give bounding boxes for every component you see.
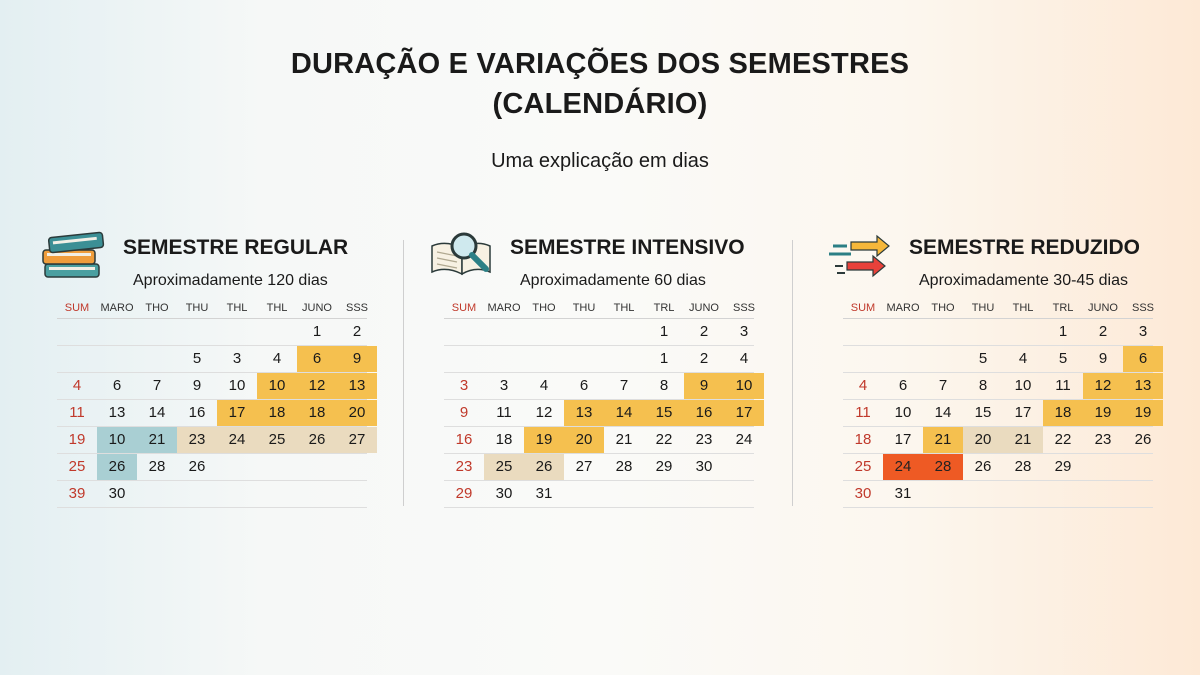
calendar-day-cell: 39 (68, 485, 86, 502)
calendar-day-cell: 8 (978, 377, 988, 394)
calendar-day-cell: 27 (575, 458, 593, 475)
calendar-day-cell: 12 (535, 404, 553, 421)
calendar-week-row (57, 481, 367, 508)
weekday-label: SUM (850, 302, 876, 314)
weekday-label: THO (931, 302, 955, 314)
calendar-day-cell: 7 (152, 377, 162, 394)
calendar-week-row (843, 481, 1153, 508)
calendar-day-cell (444, 319, 484, 345)
calendar-day-cell: 16 (455, 431, 473, 448)
calendar-day-cell: 5 (1058, 350, 1068, 367)
calendar-day-cell: 11 (855, 404, 871, 421)
calendar-day-cell: 7 (938, 377, 948, 394)
calendar-day-cell: 1 (1058, 323, 1068, 340)
calendar-day-cell (724, 481, 764, 507)
calendar-day-cell: 20 (963, 427, 1003, 453)
calendar-day-cell (684, 481, 724, 507)
weekday-label: JUNO (302, 302, 332, 314)
calendar-day-cell: 24 (217, 427, 257, 453)
calendar-day-cell (1083, 481, 1123, 507)
calendar-day-cell: 6 (579, 377, 589, 394)
calendar-day-cell (217, 454, 257, 480)
calendar-day-cell: 2 (699, 350, 709, 367)
calendar-day-cell: 3 (499, 377, 509, 394)
calendar-day-cell: 13 (337, 373, 377, 399)
calendar-day-cell: 23 (1094, 431, 1112, 448)
calendar-day-cell (564, 319, 604, 345)
calendar-day-cell (257, 481, 297, 507)
calendar-day-cell (1043, 481, 1083, 507)
weekday-label: THL (1012, 302, 1034, 314)
calendar-day-cell (1123, 454, 1163, 480)
panel-regular (57, 228, 369, 528)
panel-divider (792, 240, 793, 506)
calendar-day-cell: 4 (272, 350, 282, 367)
calendar-day-cell: 13 (564, 400, 604, 426)
calendar-day-cell (524, 346, 564, 372)
calendar-header-row (843, 298, 1153, 319)
calendar-day-cell (137, 481, 177, 507)
calendar-day-cell (97, 346, 137, 372)
calendar-day-cell: 16 (684, 400, 724, 426)
calendar-day-cell: 3 (739, 323, 749, 340)
calendar-day-cell: 6 (297, 346, 337, 372)
calendar-day-cell: 24 (883, 454, 923, 480)
calendar-day-cell (564, 346, 604, 372)
calendar-day-cell: 25 (484, 454, 524, 480)
calendar-day-cell: 8 (659, 377, 669, 394)
calendar-day-cell: 26 (1134, 431, 1152, 448)
calendar-day-cell: 31 (535, 485, 553, 502)
calendar-day-cell: 3 (459, 377, 469, 394)
calendar-day-cell: 9 (192, 377, 202, 394)
calendar-day-cell: 18 (854, 431, 872, 448)
calendar-day-cell: 26 (297, 427, 337, 453)
calendar-day-cell: 25 (257, 427, 297, 453)
calendar-week-row (57, 400, 367, 427)
weekday-label: THU (971, 302, 995, 314)
panel-subtitle: Aproximadamente 120 dias (133, 272, 328, 289)
calendar-day-cell: 10 (257, 373, 297, 399)
calendar-day-cell: 15 (644, 400, 684, 426)
calendar-day-cell: 30 (854, 485, 872, 502)
calendar-day-cell: 9 (337, 346, 377, 372)
calendar-day-cell: 6 (898, 377, 908, 394)
calendar-day-cell: 9 (1098, 350, 1108, 367)
panel-subtitle: Aproximadamente 30-45 dias (919, 272, 1129, 289)
calendar-week-row (444, 319, 754, 346)
calendar-day-cell: 19 (1083, 400, 1123, 426)
calendar-day-cell: 30 (108, 485, 126, 502)
page-title-line2: (CALENDÁRIO) (492, 88, 708, 120)
calendar-day-cell: 23 (455, 458, 473, 475)
calendar-day-cell: 25 (68, 458, 86, 475)
calendar-week-row (444, 454, 754, 481)
calendar-day-cell: 10 (97, 427, 137, 453)
weekday-label: THU (572, 302, 596, 314)
calendar-day-cell: 23 (177, 427, 217, 453)
panel-subtitle: Aproximadamente 60 dias (520, 272, 706, 289)
weekday-label: SUM (451, 302, 477, 314)
weekday-label: JUNO (689, 302, 719, 314)
calendar-day-cell: 28 (1014, 458, 1032, 475)
weekday-label: JUNO (1088, 302, 1118, 314)
calendar-day-cell: 28 (923, 454, 963, 480)
arrows-icon (827, 228, 899, 282)
calendar-day-cell: 26 (97, 454, 137, 480)
calendar-day-cell: 31 (894, 485, 912, 502)
calendar-day-cell: 3 (232, 350, 242, 367)
calendar-day-cell: 22 (1054, 431, 1072, 448)
calendar-day-cell (963, 481, 1003, 507)
weekday-label: SSS (732, 302, 755, 314)
calendar-day-cell: 26 (524, 454, 564, 480)
calendar-week-row (57, 454, 367, 481)
calendar-day-cell: 18 (495, 431, 513, 448)
weekday-label: THO (145, 302, 169, 314)
calendar-week-row (843, 454, 1153, 481)
weekday-label: SSS (1131, 302, 1154, 314)
calendar-day-cell: 26 (188, 458, 206, 475)
calendar-day-cell: 11 (496, 404, 512, 421)
calendar-day-cell (923, 481, 963, 507)
calendar-week-row (843, 373, 1153, 400)
book-magnifier-icon (428, 228, 500, 282)
calendar-grid (444, 298, 754, 508)
calendar-day-cell: 27 (337, 427, 377, 453)
calendar-day-cell: 19 (524, 427, 564, 453)
calendar-day-cell: 20 (337, 400, 377, 426)
calendar-day-cell: 21 (137, 427, 177, 453)
calendar-grid (843, 298, 1153, 508)
calendar-day-cell: 9 (684, 373, 724, 399)
calendar-day-cell: 17 (217, 400, 257, 426)
calendar-day-cell (883, 346, 923, 372)
calendar-day-cell: 14 (934, 404, 952, 421)
calendar-week-row (843, 346, 1153, 373)
calendar-week-row (444, 373, 754, 400)
calendar-header-row (444, 298, 754, 319)
calendar-day-cell (97, 319, 137, 345)
calendar-day-cell (257, 454, 297, 480)
panel-title: SEMESTRE REDUZIDO (909, 236, 1141, 259)
calendar-day-cell: 1 (659, 323, 669, 340)
calendar-day-cell (484, 319, 524, 345)
panel-reduzido (843, 228, 1155, 528)
calendar-day-cell (57, 319, 97, 345)
calendar-day-cell (337, 481, 377, 507)
calendar-day-cell: 6 (1123, 346, 1163, 372)
calendar-day-cell: 2 (1098, 323, 1108, 340)
calendar-day-cell (297, 481, 337, 507)
calendar-day-cell: 14 (148, 404, 166, 421)
calendar-day-cell: 16 (188, 404, 206, 421)
calendar-day-cell: 28 (615, 458, 633, 475)
calendar-header-row (57, 298, 367, 319)
calendar-week-row (57, 427, 367, 454)
calendar-day-cell: 29 (455, 485, 473, 502)
calendar-day-cell: 7 (619, 377, 629, 394)
calendar-day-cell: 6 (112, 377, 122, 394)
calendar-day-cell: 17 (1014, 404, 1032, 421)
calendar-day-cell (297, 454, 337, 480)
calendar-day-cell: 1 (659, 350, 669, 367)
calendar-day-cell: 17 (724, 400, 764, 426)
calendar-day-cell: 12 (297, 373, 337, 399)
weekday-label: MARO (487, 302, 521, 314)
weekday-label: MARO (100, 302, 134, 314)
calendar-week-row (444, 346, 754, 373)
calendar-day-cell (444, 346, 484, 372)
calendar-day-cell: 9 (459, 404, 469, 421)
panel-title: SEMESTRE REGULAR (123, 236, 349, 259)
calendar-grid (57, 298, 367, 508)
calendar-day-cell: 20 (564, 427, 604, 453)
calendar-day-cell (1003, 319, 1043, 345)
calendar-week-row (843, 427, 1153, 454)
panel-title: SEMESTRE INTENSIVO (510, 236, 745, 259)
calendar-day-cell: 13 (108, 404, 126, 421)
calendar-day-cell (217, 481, 257, 507)
weekday-label: THL (613, 302, 635, 314)
calendar-day-cell: 2 (699, 323, 709, 340)
calendar-day-cell: 4 (858, 377, 868, 394)
calendar-day-cell (137, 346, 177, 372)
calendar-day-cell: 10 (1014, 377, 1032, 394)
calendar-day-cell: 4 (72, 377, 82, 394)
calendar-day-cell: 2 (352, 323, 362, 340)
calendar-day-cell (883, 319, 923, 345)
calendar-day-cell: 18 (1043, 400, 1083, 426)
calendar-day-cell (923, 346, 963, 372)
calendar-day-cell: 24 (735, 431, 753, 448)
calendar-week-row (444, 427, 754, 454)
calendar-day-cell (177, 319, 217, 345)
calendar-week-row (444, 481, 754, 508)
calendar-week-row (843, 319, 1153, 346)
panel-divider (403, 240, 404, 506)
weekday-label: SUM (64, 302, 90, 314)
books-icon (41, 228, 113, 282)
calendar-day-cell: 30 (695, 458, 713, 475)
weekday-label: THL (226, 302, 248, 314)
calendar-day-cell: 21 (615, 431, 633, 448)
calendar-day-cell (137, 319, 177, 345)
calendar-day-cell: 14 (604, 400, 644, 426)
calendar-day-cell: 5 (978, 350, 988, 367)
calendar-week-row (57, 373, 367, 400)
calendar-day-cell (843, 319, 883, 345)
calendar-day-cell: 10 (894, 404, 912, 421)
weekday-label: SSS (345, 302, 368, 314)
panel-intensivo (444, 228, 756, 528)
calendar-week-row (843, 400, 1153, 427)
calendar-day-cell: 21 (1003, 427, 1043, 453)
page-subtitle: Uma explicação em dias (491, 150, 709, 172)
calendar-day-cell (57, 346, 97, 372)
calendar-day-cell: 19 (68, 431, 86, 448)
calendar-day-cell (564, 481, 604, 507)
calendar-day-cell: 30 (495, 485, 513, 502)
weekday-label: THO (532, 302, 556, 314)
calendar-day-cell: 4 (539, 377, 549, 394)
calendar-day-cell: 25 (854, 458, 872, 475)
calendar-day-cell (484, 346, 524, 372)
calendar-day-cell: 10 (724, 373, 764, 399)
calendar-day-cell (604, 319, 644, 345)
calendar-day-cell: 23 (695, 431, 713, 448)
calendar-day-cell: 18 (297, 400, 337, 426)
calendar-day-cell: 4 (739, 350, 749, 367)
calendar-day-cell (1003, 481, 1043, 507)
calendar-day-cell (604, 346, 644, 372)
weekday-label: THU (185, 302, 209, 314)
calendar-day-cell: 13 (1123, 373, 1163, 399)
calendar-day-cell: 18 (257, 400, 297, 426)
calendar-day-cell: 4 (1018, 350, 1028, 367)
weekday-label: MARO (886, 302, 920, 314)
page-title (0, 44, 1200, 124)
calendar-day-cell: 29 (655, 458, 673, 475)
weekday-label: TRL (1052, 302, 1074, 314)
calendar-day-cell (1123, 481, 1163, 507)
calendar-day-cell: 17 (894, 431, 912, 448)
calendar-day-cell (1083, 454, 1123, 480)
calendar-day-cell (177, 481, 217, 507)
calendar-day-cell: 10 (228, 377, 246, 394)
calendar-day-cell (843, 346, 883, 372)
calendar-week-row (57, 346, 367, 373)
calendar-day-cell: 3 (1138, 323, 1148, 340)
calendar-week-row (444, 400, 754, 427)
calendar-day-cell (524, 319, 564, 345)
calendar-week-row (57, 319, 367, 346)
weekday-label: TRL (653, 302, 675, 314)
calendar-day-cell (217, 319, 257, 345)
calendar-day-cell: 12 (1083, 373, 1123, 399)
calendar-day-cell: 29 (1054, 458, 1072, 475)
calendar-day-cell (724, 454, 764, 480)
calendar-day-cell (604, 481, 644, 507)
weekday-label: THL (266, 302, 288, 314)
calendar-day-cell (923, 319, 963, 345)
calendar-day-cell: 19 (1123, 400, 1163, 426)
calendar-day-cell (963, 319, 1003, 345)
calendar-day-cell (257, 319, 297, 345)
calendar-day-cell: 11 (1055, 377, 1071, 394)
calendar-day-cell: 5 (192, 350, 202, 367)
calendar-day-cell: 28 (148, 458, 166, 475)
calendar-day-cell (337, 454, 377, 480)
calendar-day-cell: 21 (923, 427, 963, 453)
calendar-day-cell: 26 (974, 458, 992, 475)
calendar-day-cell (644, 481, 684, 507)
calendar-day-cell: 11 (69, 404, 85, 421)
calendar-day-cell: 1 (312, 323, 322, 340)
calendar-day-cell: 15 (974, 404, 992, 421)
calendar-day-cell: 22 (655, 431, 673, 448)
page-title-line1: DURAÇÃO E VARIAÇÕES DOS SEMESTRES (290, 48, 910, 80)
